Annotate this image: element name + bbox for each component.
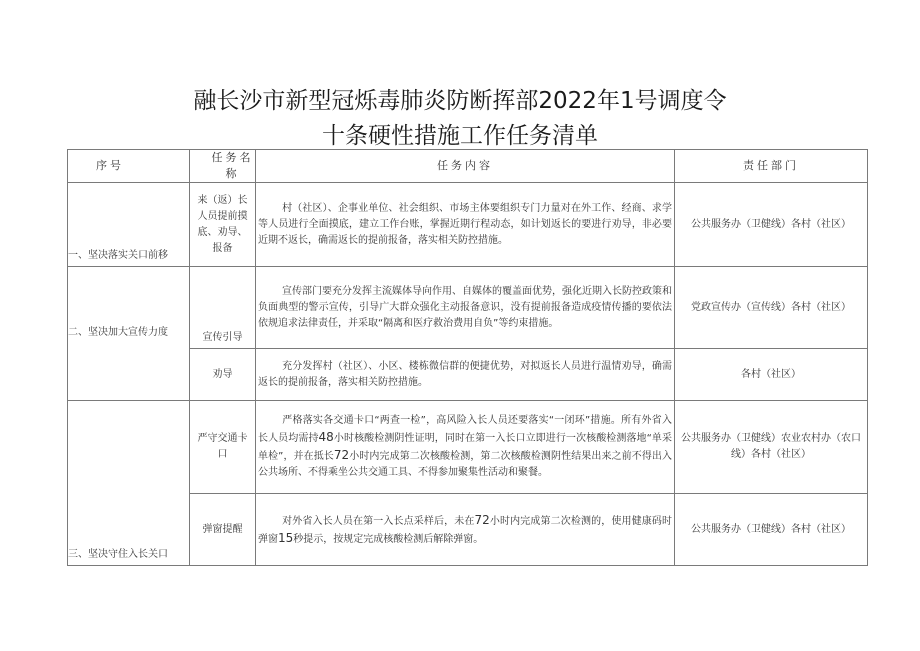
- task-content-cell: [256, 267, 675, 349]
- task-table: [67, 149, 868, 566]
- department-cell: 公共服务办（卫健线）各村（社区）: [675, 494, 868, 566]
- task-name-cell: 宣传引导: [190, 267, 256, 349]
- task-content-number: 48: [318, 430, 334, 444]
- department-cell: 公共服务办（卫健线）各村（社区）: [675, 183, 868, 267]
- task-name-cell: 来（返）长人员提前摸底、劝导、报备: [190, 183, 256, 267]
- task-name-cell: 严守交通卡口: [190, 401, 256, 494]
- table-header-row: [68, 150, 868, 183]
- task-content-number: 72: [474, 512, 490, 527]
- header-task-content: 任务内容: [256, 150, 675, 183]
- task-content-text: 小时内完成第二次核酸检测，第二次核酸检测阴性结果出来之前不得出入公共场所、不得乘坐公共交通工具、不得参加聚集性活动和聚餐。: [258, 451, 672, 478]
- category-cell: 三、坚决守住入长关口: [68, 401, 190, 566]
- task-content-cell: [256, 183, 675, 267]
- task-content-text: 村（社区）、企事业单位、社会组织、市场主体要组织专门力量对在外工作、经商、求学等人员进行全面摸底，建立工作台账，掌握近期行程动态，如计划返长的要进行劝导，非必要近期不返长，确需返长的提前报备，落实相关防控措施。: [258, 202, 672, 246]
- table-row: [68, 401, 868, 494]
- task-content-text: 宣传部门要充分发挥主流媒体导向作用、自媒体的覆盖面优势，强化近期入长防控政策和负面典型的警示宣传，引导广大群众强化主动报备意识，没有提前报备造成疫情传播的要依法依规追求法律责任，并采取“隔离和医疗救治费用自负”等约束措施。: [258, 285, 672, 329]
- document-title-line2: 十条硬性措施工作任务清单: [322, 123, 598, 149]
- task-name-cell: 弹窗提醒: [190, 494, 256, 566]
- task-content-cell: [256, 349, 675, 401]
- document-title-line1: 融长沙市新型冠烁毒肺炎防断挥部2022年1号调度令: [193, 88, 727, 114]
- task-name-cell: 劝导: [190, 349, 256, 401]
- category-cell: 二、坚决加大宣传力度: [68, 267, 190, 401]
- task-content-text: 充分发挥村（社区）、小区、楼栋微信群的便捷优势，对拟返长人员进行温情劝导，确需返长的提前报备，落实相关防控措施。: [258, 360, 672, 388]
- header-task-name: 任务名称: [190, 150, 256, 183]
- header-number: 序号: [68, 150, 190, 183]
- table-row: [68, 183, 868, 267]
- header-department: 责任部门: [675, 150, 868, 183]
- task-content-text: 严格落实各交通卡口“两查一检”，高风险入长人员还要落实“一闭环”措施。所有外省入长人员均需持: [258, 415, 672, 444]
- department-cell: 党政宣传办（宣传线）各村（社区）: [675, 267, 868, 349]
- department-cell: 公共服务办（卫健线）农业农村办（农口线）各村（社区）: [675, 401, 868, 494]
- department-cell: 各村（社区）: [675, 349, 868, 401]
- task-content-text: 小时内完成第二次检测的，使用健康码时弹窗: [258, 515, 673, 545]
- task-content-text: 对外省入长人员在第一入长点采样后，未在: [282, 515, 475, 527]
- task-content-text: 小时核酸检测阴性证明，同时在第一入长口立即进行一次核酸检测落地“单采单检”，并在抵长: [258, 433, 672, 462]
- table-row: [68, 267, 868, 349]
- task-content-cell: [256, 494, 675, 566]
- category-cell: 一、坚决落实关口前移: [68, 183, 190, 267]
- task-content-text: 秒提示，按规定完成核酸检测后解除弹窗。: [293, 533, 484, 545]
- task-content-number: 15: [278, 530, 294, 545]
- task-content-number: 72: [333, 448, 350, 462]
- task-content-cell: [256, 401, 675, 494]
